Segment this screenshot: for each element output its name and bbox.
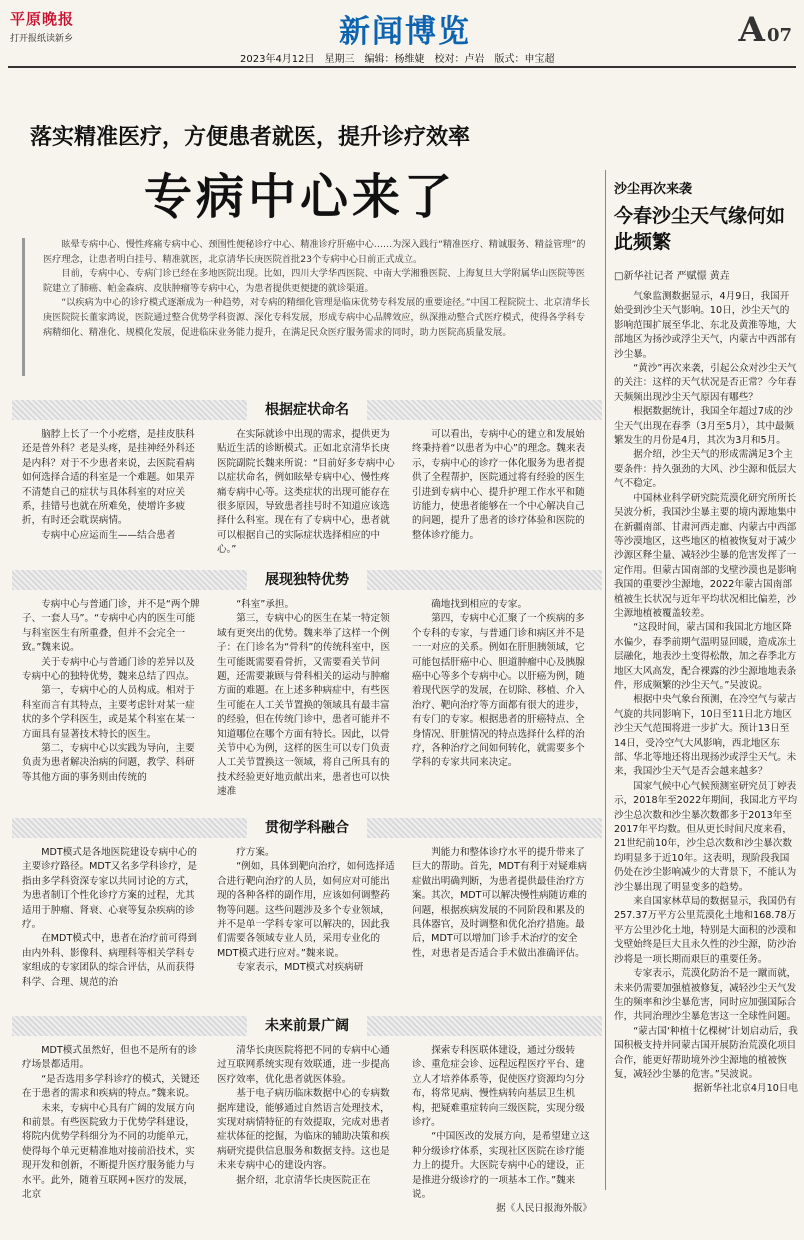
text-column: [22, 846, 202, 1008]
paragraph: 根据数据统计，我国全年超过7成的沙尘天气出现在春季（3月至5月），其中最频繁发生的月份是4月，其次为3月和5月。: [614, 406, 795, 447]
paragraph: “这段时间，蒙古国和我国北方地区降水偏少，春季前期气温明显回暖，造成冻土层融化，地表沙土变得松散，加之春季北方地区大风高发，配合裸露的沙尘源地地表条件，形成频繁的沙尘天气。”吴波说。: [614, 622, 797, 691]
paragraph: 关于专病中心与普通门诊的差异以及专病中心的独特优势，魏来总结了四点。: [22, 656, 195, 683]
paragraph: 专病中心与普通门诊，并不是“两个牌子、一套人马”。“专病中心内的医生可能与科室医生有所重叠，但并不会完全一致。”魏来说。: [22, 599, 200, 654]
newspaper-logo: [10, 8, 106, 44]
page-letter: A: [738, 10, 765, 50]
page-number: [739, 10, 792, 50]
lead-paragraph: 目前，专病中心、专病门诊已经在多地医院出现。比如，四川大学华西医院、中南大学湘雅医院、上海复旦大学附属华山医院等医院建立了肺癌、帕金森病、皮肤肿瘤等专病中心，为患者提供更便捷的就诊渠道。: [43, 268, 586, 294]
paragraph: 第一，专病中心的人员构成。相对于科室而言有其特点，主要考虑针对某一症状的多个学科医生，或是某个科室在某一方面具有显著技术特长的医生。: [22, 685, 195, 740]
paragraph: 确地找到相应的专家。: [431, 599, 528, 610]
paragraph: “中国医改的发展方向，是希望建立这种分级诊疗体系，实现社区医院在诊疗能力上的提升。大医院专病中心的建设，正是推进分级诊疗的一项基本工作。”魏来说。: [412, 1131, 590, 1201]
text-column: [412, 428, 592, 564]
section-body: [22, 598, 592, 810]
article-source: 据新华社北京4月10日电: [693, 1083, 798, 1095]
section-title: 新闻博览: [339, 14, 471, 50]
paragraph: 脑脖上长了一个小疙瘩，是挂皮肤科还是普外科？老是头疼，是挂神经外科还是内科？对于不少患者来说，去医院看病如何选择合适的科室是一个难题。如果弄不清楚自己的症状与具体科室的对应关系，挂错号也就在所难免，使增许多疲折，有时还会耽误病情。: [22, 429, 195, 527]
article-source: 据《人民日报海外版》: [496, 1203, 592, 1215]
sidebar-body: [614, 290, 798, 1240]
section-heading: 未来前景广阔: [247, 1016, 367, 1036]
text-column: [217, 1044, 397, 1194]
paragraph: 第二，专病中心以实践为导向，主要负责为患者解决治病的问题，教学、科研等其他方面的事务则由传统的: [22, 743, 195, 783]
masthead-rule: [8, 66, 796, 68]
paragraph: MDT模式是各地医院建设专病中心的主要诊疗路径。MDT又名多学科诊疗，是指由多学科资深专家以共同讨论的方式，为患者制订个性化诊疗方案的过程，尤其适用于肿瘤、肾衰、心衰等复杂疾病的诊疗。: [22, 847, 198, 931]
section-bar: [12, 400, 602, 420]
paragraph: “蒙古国‘种植十亿棵树’计划启动后，我国积极支持并同蒙古国开展防治荒漠化项目合作，能更好帮助境外沙尘源地的植被恢复，减轻沙尘暴的危害。”吴波说。: [614, 1025, 798, 1080]
paragraph: “例如，具体到靶向治疗，如何选择适合进行靶向治疗的人员，如何应对可能出现的各种各样的副作用，应该如何调整药物等问题。这些问题涉及多个专业领域，并不是单一学科专家可以解决的，因此我们需要各领域专业人员，采用专业化的MDT模式进行应对。”魏来说。: [217, 861, 395, 959]
lead-paragraph: 眩晕专病中心、慢性疼痛专病中心、颈围性便秘诊疗中心、精准诊疗肝癌中心……为深入践行“精准医疗、精诚服务、精益管理”的医疗理念，让患者明白挂号、精准就医，北京清华长庚医院首批23个专病中心日前正式成立。: [43, 239, 586, 265]
paragraph: 第三，专病中心的医生在某一特定领域有更突出的优势。魏来举了这样一个例子：在门诊名为“骨科”的传统科室中，医生可能既需要看骨折，又需要看关节问题，还需要兼顾与骨科相关的运动与肿瘤方面的难题。在上述多种病症中，有些医生可能在人工关节置换的领域具有最丰富的经验，但在传统门诊中，患者可能并不知道哪位在哪个方面有特长。因此，以骨关节中心为例，这样的医生可以专门负责人工关节置换这一领域，将自己所具有的技术经验更好地贡献出来，患者也可以快速准: [217, 613, 391, 798]
paragraph: 可以看出，专病中心的建立和发展始终秉持着“以患者为中心”的理念。魏来表示，专病中心的诊疗一体化服务为患者提供了全程帮护，医院通过将有经验的医生引进到专病中心、提升护理工作水平和随访能力，使患者能够在一个中心解决自己的问题，提升了患者的诊疗体验和医院的整体诊疗能力。: [412, 429, 586, 541]
text-column: [412, 846, 592, 1008]
paragraph: 气象监测数据显示，4月9日，我国开始受到沙尘天气影响。10日，沙尘天气的影响范围扩展至华北、东北及黄淮等地，大部地区为扬沙或浮尘天气，内蒙古中西部有沙尘暴。: [614, 291, 797, 360]
paragraph: “科室”承担。: [236, 599, 295, 610]
paragraph: 据介绍，沙尘天气的形成需满足3个主要条件：持久强劲的大风、沙尘源和低层大气不稳定。: [614, 449, 797, 490]
text-column: [412, 598, 592, 810]
sidebar-kicker: 沙尘再次来袭: [614, 182, 693, 197]
sidebar-article: [614, 178, 798, 1240]
text-column: [22, 1044, 202, 1201]
paragraph: 探索专科医联体建设，通过分级转诊、重危症会诊、远程远程医疗平台、建立人才培养体系等，促使医疗资源均匀分布，将常见病、慢性病转向基层卫生机构，把疑难重症转向三级医院，实现分级诊疗。: [412, 1045, 585, 1129]
paragraph: 来自国家林草局的数据显示，我国仍有257.37万平方公里荒漠化土地和168.78万平方公里沙化土地，特别是大面积的沙漠和戈壁始终是巨大且永久性的沙尘源，防沙治沙将是一项长期而艰巨的重要任务。: [614, 896, 797, 965]
article-headline: 专病中心来了: [143, 169, 456, 225]
section-heading: 根据症状命名: [247, 400, 367, 420]
paragraph: 中国林业科学研究院荒漠化研究所所长吴波分析，我国沙尘暴主要的境内源地集中在新疆南部、甘肃河西走廊、内蒙古中西部等沙漠地区，这些地区的植被恢复对于减少沙源区释尘量、减轻沙尘暴的危害发挥了一定作用。但蒙古国南部的戈壁沙漠也是影响我国的重要沙尘源地，2022年蒙古国南部植被生长状况与近年平均状况相比偏差，沙尘源地植被覆盖较差。: [614, 492, 797, 619]
text-column: [217, 598, 397, 810]
dateline: 2023年4月12日 星期三 编辑：杨维婕 校对：卢岩 版式：申宝超: [240, 54, 555, 65]
lead-paragraph: “以疾病为中心的诊疗模式逐渐成为一种趋势，对专病的精细化管理是临床优势专科发展的重要途径。”中国工程院院士、北京清华长庚医院院长董家鸿说，医院通过整合优势学科资源、深化专科发展，形成专病中心品牌效应，纵深推动整合式医疗模式，使得各学科专病精细化、精准化、规模化发展，促进临床业务能力提升，在满足民众医疗服务需求的同时，助力医院高质量发展。: [43, 297, 590, 338]
paragraph: 在MDT模式中，患者在治疗前可得到由内外科、影像科、病理科等相关学科专家组成的专家团队的综合评估，从而获得科学、合理、规范的治: [22, 933, 198, 988]
section-bar: [12, 570, 602, 590]
paragraph: “是否选用多学科诊疗的模式，关键还在于患者的需求和疾病的特点。”魏来说。: [22, 1073, 200, 1100]
paragraph: 国家气候中心气候预测室研究员丁婷表示，2018年至2022年期间，我国北方平均沙尘总次数和沙尘暴次数都多于2013年至2017年平均数。但从更长时间尺度来看，21世纪前10年，沙尘总次数和沙尘暴次数均明显多于近10年。这表明，现阶段我国仍处在沙尘影响减少的大背景下，不能认为沙尘暴出现了明显变多的趋势。: [614, 780, 798, 893]
paragraph: 根据中央气象台预测，在冷空气与蒙古气旋的共同影响下，10日至11日北方地区沙尘天气范围将进一步扩大。预计13日至14日，受冷空气大风影响，西北地区东部、华北等地还将出现扬沙或浮尘天气。未来，我国沙尘天气是否会越来越多？: [614, 694, 797, 778]
text-column: [412, 1044, 592, 1215]
paragraph: 在实际就诊中出现的需求，提供更为贴近生活的诊断模式。正如北京清华长庚医院副院长魏来所说：“目前好多专病中心以症状命名，例如眩晕专病中心、慢性疼痛专病中心等。这类症状的出现可能存在很多原因，导致患者挂号时不知道应该选择什么科室。现在有了专病中心，患者就可以根据自己的实际症状选择相应的中心。”: [217, 429, 395, 556]
paragraph: 专家表示，荒漠化防治不是一蹴而就，未来仍需要加强植被修复，减轻沙尘天气发生的频率和沙尘暴危害，同时应加强国际合作，共同治理沙尘暴危害这一全球性问题。: [614, 968, 797, 1023]
text-column: [22, 598, 202, 810]
paragraph: 判能力和整体诊疗水平的提升带来了巨大的帮助。首先，MDT有利于对疑难病症做出明确判断，为患者提供最佳治疗方案。其次，MDT可以解决慢性病随访难的问题，根据疾病发展的不同阶段和累及的具体器官，及时调整和优化治疗措施。最后，MDT可以增加门诊手术治疗的安全性，对患者是否适合手术做出准确评估。: [412, 847, 588, 959]
sidebar-title: 今春沙尘天气缘何如此频繁: [614, 205, 786, 253]
page-digits: 07: [766, 25, 792, 46]
paragraph: “黄沙”再次来袭，引起公众对沙尘天气的关注：这样的天气状况是否正常？今年春天频频出现沙尘天气原因有哪些？: [614, 363, 797, 403]
column-divider: [605, 170, 606, 1190]
text-column: [22, 428, 202, 564]
article-lead: [22, 238, 592, 376]
paragraph: 专家表示，MDT模式对疾病研: [236, 962, 364, 974]
paragraph: 清华长庚医院将把不同的专病中心通过互联网系统实现有效联通，进一步提高医疗效率，优化患者就医体验。: [217, 1045, 390, 1085]
article-kicker: 落实精准医疗，方便患者就医，提升诊疗效率: [30, 124, 471, 150]
section-body: [22, 846, 592, 1008]
section-bar: [12, 818, 602, 838]
section-heading: 贯彻学科融合: [247, 818, 367, 838]
paragraph: 据介绍，北京清华长庚医院正在: [236, 1174, 371, 1186]
section-heading: 展现独特优势: [247, 570, 367, 590]
section-body: [22, 428, 592, 564]
text-column: [217, 428, 397, 564]
sidebar-byline: □新华社记者 严赋憬 黄垚: [614, 271, 730, 282]
paragraph: 未来，专病中心具有广阔的发展方向和前景。有些医院致力于优势学科建设，将院内优势学科细分为不同的功能单元，使得每个单元更精准地对接前沿技术，实现开发和创新，不断提升医疗服务能力与水平。此外，随着互联网+医疗的发展，北京: [22, 1102, 195, 1201]
section-bar: [12, 1016, 602, 1036]
text-column: [217, 846, 397, 1008]
paragraph: 基于电子病历临床数据中心的专病数据库建设，能够通过自然语言处理技术，实现对病情特征的有效提取，完成对患者症状体征的挖掘，为临床的辅助决策和疾病研究提供信息服务和数据支持。这也是未来专病中心的建设内容。: [217, 1088, 390, 1172]
logo-slogan: 打开报纸读新乡: [10, 34, 74, 44]
masthead: [0, 0, 804, 70]
logo-name: 平原晚报: [10, 10, 75, 28]
section-body: [22, 1044, 592, 1215]
paragraph: MDT模式虽然好，但也不是所有的诊疗场景都适用。: [22, 1045, 198, 1071]
paragraph: 疗方案。: [236, 847, 275, 858]
paragraph: 第四，专病中心汇聚了一个疾病的多个专科的专家，与普通门诊和病区并不是一一对应的关系。例如在肝胆胰领域，它可能包括肝癌中心、胆道肿瘤中心及胰腺癌中心等多个专病中心。以肝癌为例，随着现代医学的发展，在切除、移植、介入治疗、靶向治疗等方面都有很大的进步，有专门的专家。根据患者的肝癌特点、全身情况、肝脏情况的特点选择什么样的治疗，各种治疗之间如何转化，就需要多个学科的专家共同来决定。: [412, 613, 585, 769]
paragraph: 专病中心应运而生——结合患者: [41, 529, 176, 541]
